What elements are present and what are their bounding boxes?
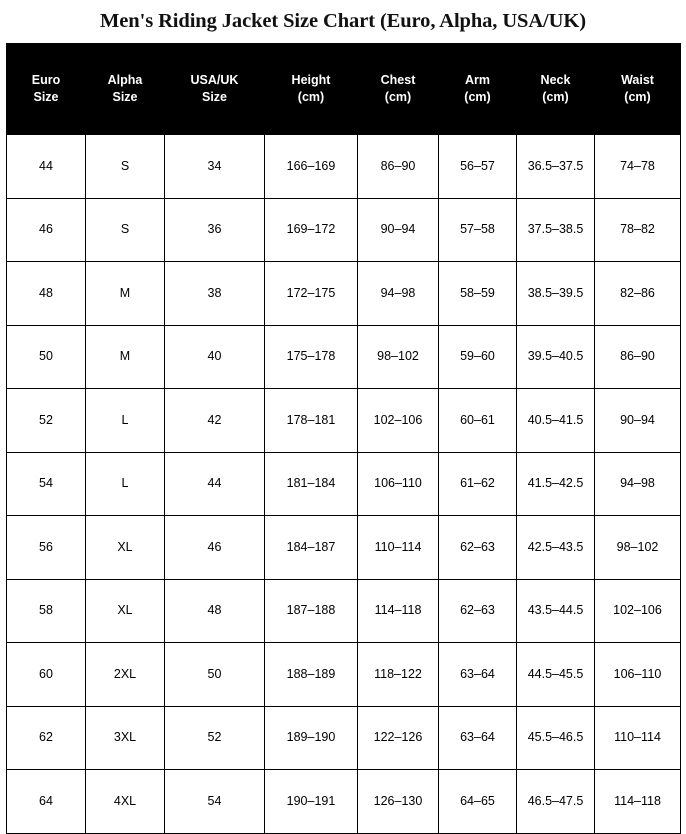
header-line-2: (cm) [542, 90, 569, 104]
cell-chest: 86–90 [358, 135, 439, 199]
column-header-neck [517, 44, 595, 135]
cell-arm: 61–62 [439, 452, 517, 516]
table-row [7, 325, 681, 389]
table-row [7, 262, 681, 326]
cell-neck: 39.5–40.5 [517, 325, 595, 389]
cell-euro-size: 56 [7, 516, 86, 580]
header-line-2: (cm) [297, 90, 325, 104]
cell-waist: 78–82 [595, 198, 681, 262]
cell-height: 188–189 [265, 643, 358, 707]
cell-alpha-size: 3XL [86, 706, 165, 770]
cell-arm: 63–64 [439, 643, 517, 707]
cell-usauk-size: 36 [165, 198, 265, 262]
cell-euro-size: 46 [7, 198, 86, 262]
cell-waist: 106–110 [595, 643, 681, 707]
cell-neck: 38.5–39.5 [517, 262, 595, 326]
cell-chest: 98–102 [358, 325, 439, 389]
cell-neck: 36.5–37.5 [517, 135, 595, 199]
cell-usauk-size: 52 [165, 706, 265, 770]
cell-neck: 41.5–42.5 [517, 452, 595, 516]
cell-neck: 44.5–45.5 [517, 643, 595, 707]
cell-euro-size: 50 [7, 325, 86, 389]
cell-waist: 74–78 [595, 135, 681, 199]
table-row [7, 389, 681, 453]
cell-neck: 37.5–38.5 [517, 198, 595, 262]
page-title: Men's Riding Jacket Size Chart (Euro, Alpha, USA/UK) [100, 10, 586, 32]
header-line-1: Waist [621, 73, 654, 88]
cell-euro-size: 54 [7, 452, 86, 516]
cell-euro-size: 64 [7, 770, 86, 834]
header-line-1: Chest [380, 73, 416, 88]
cell-chest: 118–122 [358, 643, 439, 707]
header-line-1: USA/UK [190, 73, 239, 88]
cell-waist: 90–94 [595, 389, 681, 453]
cell-arm: 56–57 [439, 135, 517, 199]
cell-waist: 94–98 [595, 452, 681, 516]
cell-usauk-size: 50 [165, 643, 265, 707]
header-line-2: Size [33, 90, 59, 104]
size-chart-table [6, 43, 681, 834]
cell-waist: 98–102 [595, 516, 681, 580]
cell-neck: 42.5–43.5 [517, 516, 595, 580]
cell-euro-size: 52 [7, 389, 86, 453]
cell-height: 184–187 [265, 516, 358, 580]
header-line-2: Size [201, 90, 227, 104]
cell-chest: 94–98 [358, 262, 439, 326]
cell-alpha-size: 2XL [86, 643, 165, 707]
column-header-euro-size [7, 44, 86, 135]
cell-chest: 122–126 [358, 706, 439, 770]
cell-alpha-size: XL [86, 516, 165, 580]
cell-arm: 62–63 [439, 579, 517, 643]
cell-alpha-size: M [86, 262, 165, 326]
table-row [7, 579, 681, 643]
table-row [7, 198, 681, 262]
cell-alpha-size: S [86, 198, 165, 262]
cell-euro-size: 44 [7, 135, 86, 199]
header-line-1: Alpha [107, 73, 143, 88]
header-line-1: Height [291, 73, 331, 88]
table-row [7, 135, 681, 199]
cell-usauk-size: 38 [165, 262, 265, 326]
cell-arm: 60–61 [439, 389, 517, 453]
cell-euro-size: 48 [7, 262, 86, 326]
cell-arm: 58–59 [439, 262, 517, 326]
cell-height: 175–178 [265, 325, 358, 389]
cell-height: 190–191 [265, 770, 358, 834]
cell-chest: 126–130 [358, 770, 439, 834]
column-header-arm [439, 44, 517, 135]
cell-arm: 62–63 [439, 516, 517, 580]
cell-height: 166–169 [265, 135, 358, 199]
cell-usauk-size: 54 [165, 770, 265, 834]
cell-usauk-size: 48 [165, 579, 265, 643]
cell-arm: 63–64 [439, 706, 517, 770]
cell-arm: 64–65 [439, 770, 517, 834]
cell-alpha-size: S [86, 135, 165, 199]
cell-waist: 102–106 [595, 579, 681, 643]
header-row [7, 44, 681, 135]
cell-height: 189–190 [265, 706, 358, 770]
cell-usauk-size: 40 [165, 325, 265, 389]
header-line-1: Neck [540, 73, 571, 88]
cell-euro-size: 58 [7, 579, 86, 643]
cell-arm: 59–60 [439, 325, 517, 389]
cell-height: 169–172 [265, 198, 358, 262]
cell-euro-size: 62 [7, 706, 86, 770]
cell-usauk-size: 44 [165, 452, 265, 516]
cell-arm: 57–58 [439, 198, 517, 262]
column-header-chest [358, 44, 439, 135]
cell-usauk-size: 34 [165, 135, 265, 199]
table-row [7, 643, 681, 707]
cell-chest: 106–110 [358, 452, 439, 516]
header-line-1: Euro [31, 73, 61, 88]
cell-usauk-size: 46 [165, 516, 265, 580]
header-line-2: (cm) [624, 90, 651, 104]
cell-waist: 110–114 [595, 706, 681, 770]
cell-height: 181–184 [265, 452, 358, 516]
table-header [7, 44, 681, 135]
column-header-alpha-size [86, 44, 165, 135]
cell-neck: 43.5–44.5 [517, 579, 595, 643]
cell-alpha-size: XL [86, 579, 165, 643]
table-row [7, 516, 681, 580]
header-line-2: (cm) [464, 90, 491, 104]
header-line-2: Size [112, 90, 138, 104]
cell-alpha-size: L [86, 389, 165, 453]
cell-waist: 86–90 [595, 325, 681, 389]
cell-neck: 40.5–41.5 [517, 389, 595, 453]
column-header-height [265, 44, 358, 135]
header-line-1: Arm [464, 73, 490, 88]
cell-waist: 114–118 [595, 770, 681, 834]
cell-neck: 45.5–46.5 [517, 706, 595, 770]
cell-alpha-size: M [86, 325, 165, 389]
cell-chest: 114–118 [358, 579, 439, 643]
cell-alpha-size: 4XL [86, 770, 165, 834]
table-body [7, 135, 681, 834]
cell-euro-size: 60 [7, 643, 86, 707]
cell-neck: 46.5–47.5 [517, 770, 595, 834]
cell-height: 187–188 [265, 579, 358, 643]
table-row [7, 770, 681, 834]
column-header-waist [595, 44, 681, 135]
cell-chest: 90–94 [358, 198, 439, 262]
cell-height: 178–181 [265, 389, 358, 453]
cell-usauk-size: 42 [165, 389, 265, 453]
table-row [7, 706, 681, 770]
header-line-2: (cm) [384, 90, 412, 104]
column-header-usauk-size [165, 44, 265, 135]
table-row [7, 452, 681, 516]
cell-height: 172–175 [265, 262, 358, 326]
cell-chest: 110–114 [358, 516, 439, 580]
cell-alpha-size: L [86, 452, 165, 516]
cell-waist: 82–86 [595, 262, 681, 326]
cell-chest: 102–106 [358, 389, 439, 453]
